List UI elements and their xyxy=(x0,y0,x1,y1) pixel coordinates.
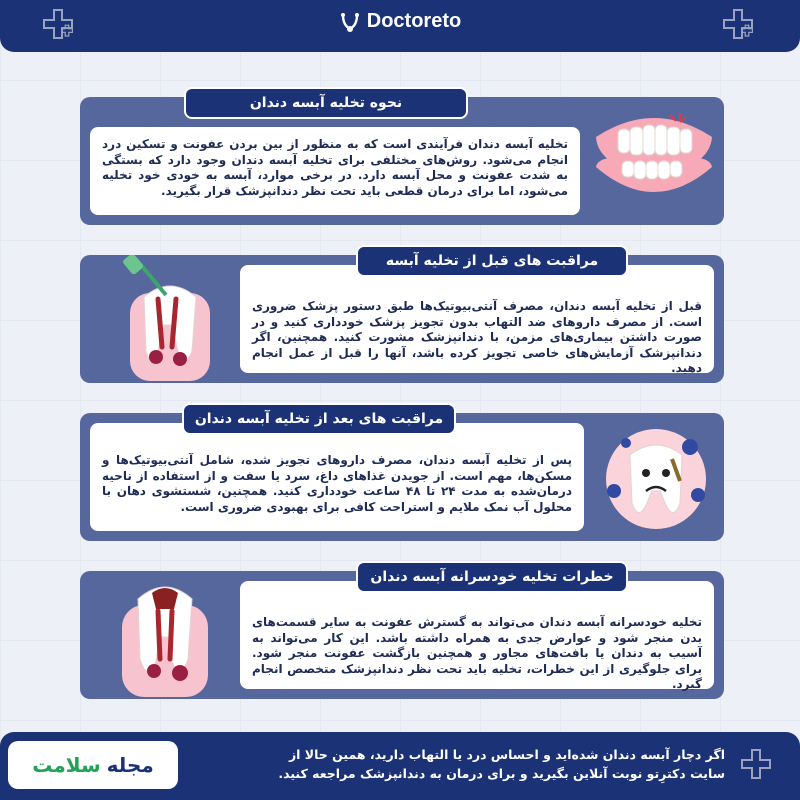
brand[interactable] xyxy=(0,10,800,33)
footer-cta-text xyxy=(185,745,725,783)
section-how-to-drain xyxy=(80,97,724,225)
footer-line-2: سایت دکترِتو نوبت آنلاین بگیرید و برای درمان به دندانپزشک مراجعه کنید. xyxy=(278,766,725,781)
magazine-name: سلامت xyxy=(32,753,101,777)
section-before-care xyxy=(80,255,724,383)
header-bar xyxy=(0,0,800,52)
teeth-smile-illustration xyxy=(590,107,718,217)
section-title: خطرات تخلیه خودسرانه آبسه دندان xyxy=(356,561,628,593)
section-body: پس از تخلیه آبسه دندان، مصرف داروهای تجویز شده، شامل آنتی‌بیوتیک‌ها و مسکن‌ها، مهم است. از جویدن غذاهای داغ، سرد یا سفت و از استفاده از ناحیه درمان‌شده به مدت ۲۴ تا ۴۸ ساعت خودداری کنید. همچنین، شستشوی دهان با محلول آب نمک ملایم و استراحت کافی برای بهبودی ضروری است. xyxy=(90,423,584,531)
magazine-badge[interactable] xyxy=(8,741,178,789)
sad-tooth-germs-illustration xyxy=(596,421,716,533)
plus-cross-icon xyxy=(738,746,778,786)
section-body: تخلیه خودسرانه آبسه دندان می‌تواند به گسترش عفونت به سایر قسمت‌های بدن منجر شود و عوارض جدی به همراه داشته باشد. این کار می‌تواند به آسیب به دندان یا بافت‌های مجاور و همچنین بازگشت عفونت منجر شود. برای جلوگیری از این خطرات، تخلیه باید تحت نظر دندانپزشک متخصص انجام گیرد. xyxy=(240,581,714,689)
brand-name: Doctoreto xyxy=(366,10,462,32)
footer-bar xyxy=(0,732,800,800)
section-risks xyxy=(80,571,724,699)
section-title: مراقبت های بعد از تخلیه آبسه دندان xyxy=(182,403,456,435)
section-title: مراقبت های قبل از تخلیه آبسه xyxy=(356,245,628,277)
section-after-care xyxy=(80,413,724,541)
abscess-tooth-illustration xyxy=(100,575,230,697)
footer-line-1: اگر دچار آبسه دندان شده‌اید و احساس درد یا التهاب دارید، همین حالا از xyxy=(288,747,725,762)
doctoreto-logo-icon xyxy=(339,11,361,33)
section-title: نحوه تخلیه آبسه دندان xyxy=(184,87,468,119)
magazine-word: مجله xyxy=(106,753,154,777)
section-body: تخلیه آبسه دندان فرآیندی است که به منظور از بین بردن عفونت و تسکین درد انجام می‌شود. روش‌های مختلفی برای تخلیه آبسه دندان وجود دارد که بستگی به شدت عفونت و محل آبسه دارد. در برخی موارد، آبسه به خودی خود تخلیه می‌شود، اما برای درمان قطعی باید تحت نظر دندانپزشک قرار بگیرید. xyxy=(90,127,580,215)
root-canal-file-illustration xyxy=(100,255,230,383)
section-body: قبل از تخلیه آبسه دندان، مصرف آنتی‌بیوتیک‌ها طبق دستور پزشک ضروری است. از مصرف داروهای ضد التهاب بدون تجویز پزشک خودداری کنید و در صورت داشتن بیماری‌های مزمن، با دندانپزشک مشورت کنید. همچنین، اگر دندانپزشک آزمایش‌های خاصی تجویز کرده باشد، آنها را قبل از عمل انجام دهید. xyxy=(240,265,714,373)
